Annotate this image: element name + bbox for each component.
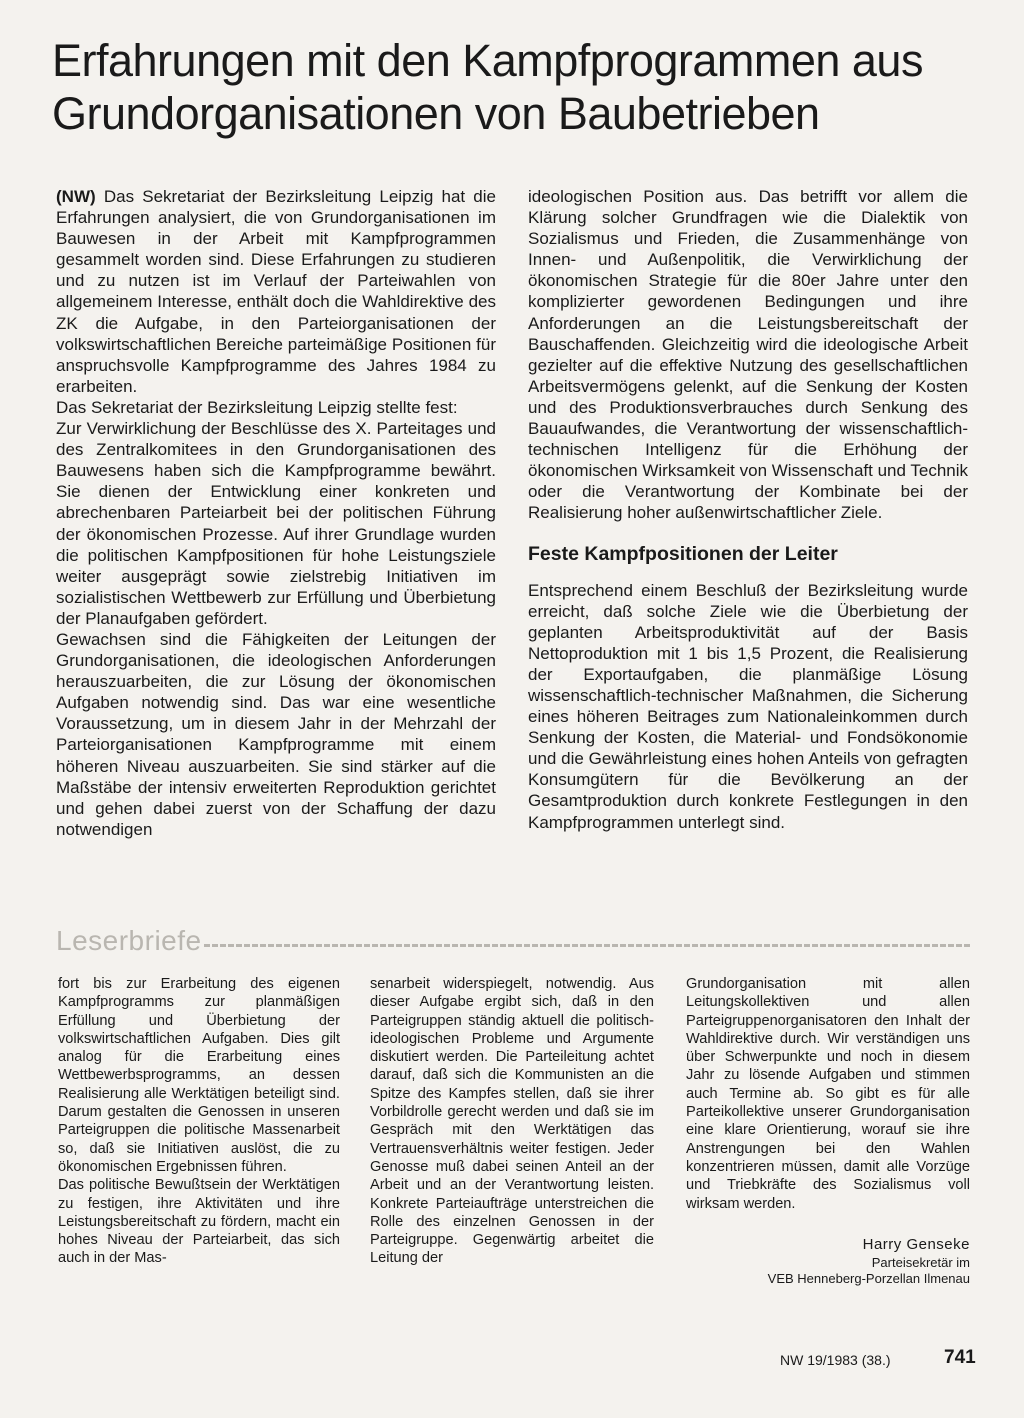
letter-paragraph: senarbeit widerspiegelt, notwendig. Aus dieser Aufgabe ergibt sich, daß in den Parteigruppen ständig aktuell die politisch-ideologischen Probleme und Argumente diskutiert werden. Die Parteileitung achtet darauf, daß sich die Kommunisten an die Spitze des Kampfes stellen, daß sie ihrer Vorbildrolle gerecht werden und daß sie im Gespräch mit den Werktätigen das Vertrauensverhältnis weiter festigen. Jeder Genosse muß dabei seinen Anteil an der Arbeit und an der Verantwortung leisten. Konkrete Parteiaufträge unterstreichen die Rolle des einzelnen Genossen in der Parteigruppe. Gegenwärtig arbeitet die Leitung der <box>370 976 654 1267</box>
letters-column-3 <box>686 975 970 1287</box>
article-paragraph: ideologischen Position aus. Das betrifft vor allem die Klärung solcher Grundfragen wie die Dialektik von Sozialismus und Frieden, die Zusammenhänge von Innen- und Außenpolitik, die Verwirklichung der ökonomischen Strategie für die 80er Jahre unter den komplizierter gewordenen Bedingungen und ihre Anforderungen an die Leistungsbereitschaft der Bauschaffenden. Gleichzeitig wird die ideologische Arbeit gezielter auf die effektive Nutzung des gesellschaftlichen Arbeitsvermögens gelenkt, auf die Senkung der Kosten und des Produktionsverbrauches durch Senkung des Bauaufwandes, die Verantwortung der wissenschaftlich-technischen Intelligenz für die Erhöhung der ökonomischen Wirksamkeit von Wissenschaft und Technik oder die Verantwortung der Kombinate bei der Realisierung hoher außenwirtschaftlicher Ziele. <box>528 187 968 523</box>
article-paragraph: Das Sekretariat der Bezirksleitung Leipzig stellte fest: <box>56 397 458 417</box>
letters-section-header <box>56 924 972 958</box>
article-column-right <box>528 186 968 833</box>
signature-name: Harry Genseke <box>862 1235 970 1253</box>
article-column-left <box>56 186 496 840</box>
letter-signature <box>686 1235 970 1287</box>
letters-column-1 <box>58 975 340 1268</box>
article-title: Erfahrungen mit den Kampfprogrammen aus Grundorganisationen von Baubetrieben <box>52 35 923 139</box>
article-paragraph: Zur Verwirklichung der Beschlüsse des X. Parteitages und des Zentralkomitees in den Grundorganisationen des Bauwesens haben sich die Kampfprogramme bewährt. Sie dienen der Entwicklung einer konkreten und abrechenbaren Parteiarbeit bei der politischen Führung der ökonomischen Prozesse. Auf ihrer Grundlage wurden die politischen Kampfpositionen für hohe Leistungsziele weiter ausgeprägt sowie zielstrebig Initiativen im sozialistischen Wettbewerb zur Erfüllung und Überbietung der Planaufgaben gefördert. <box>56 419 496 628</box>
signature-role: Parteisekretär im <box>871 1254 970 1270</box>
signature-organization: VEB Henneberg-Porzellan Ilmenau <box>767 1270 970 1286</box>
letters-section-label: Leserbriefe <box>56 925 202 956</box>
lead-tag: (NW) <box>56 187 96 206</box>
article-paragraph: Gewachsen sind die Fähigkeiten der Leitungen der Grundorganisationen, die ideologischen Anforderungen herauszuarbeiten, die zur Lösung der ökonomischen Aufgaben notwendig sind. Das war eine wesentliche Voraussetzung, um in diesem Jahr in der Mehrzahl der Parteiorganisationen Kampfprogramme mit einem höheren Niveau auszuarbeiten. Sie sind stärker auf die Maßstäbe der intensiv erweiterten Reproduktion gerichtet und gehen dabei zuerst von der Schaffung der dazu notwendigen <box>56 629 496 839</box>
letter-paragraph: Das politische Bewußtsein der Werktätigen zu festigen, ihre Aktivitäten und ihre Leistungsbereitschaft zu fördern, macht ein hohes Niveau der Parteiarbeit, das sich auch in der Mas- <box>58 1177 340 1267</box>
article-subheading: Feste Kampfpositionen der Leiter <box>528 542 838 565</box>
paragraph-text: Das Sekretariat der Bezirksleitung Leipzig hat die Erfahrungen analysiert, die von Grundorganisationen im Bauwesen in der Arbeit mit Kampfprogrammen gesammelt worden sind. Diese Erfahrungen zu studieren und zu nutzen ist im Verlauf der Parteiwahlen von allgemeinem Interesse, enthält doch die Wahldirektive des ZK die Aufgabe, in den Parteiorganisationen der volkswirtschaftlichen Bereiche parteimäßige Positionen für anspruchsvolle Kampfprogramme des Jahres 1984 zu erarbeiten. <box>56 187 496 396</box>
issue-reference: NW 19/1983 (38.) <box>780 1352 891 1368</box>
letter-paragraph: fort bis zur Erarbeitung des eigenen Kampfprogramms zur planmäßigen Erfüllung und Überbietung der volkswirtschaftlichen Aufgaben. Dies gilt analog für die Erarbeitung eines Wettbewerbsprogramms, an dessen Realisierung alle Werktätigen beteiligt sind. Darum gestalten die Genossen in unseren Parteigruppen die politische Massenarbeit so, daß sie Initiativen auslöst, die zu ökonomischen Ergebnissen führen. <box>58 976 340 1175</box>
article-paragraph: Entsprechend einem Beschluß der Bezirksleitung wurde erreicht, daß solche Ziele wie die Überbietung der geplanten Arbeitsproduktivität auf der Basis Nettoproduktion mit 1 bis 1,5 Prozent, die Realisierung der Exportaufgaben, die planmäßige Lösung wissenschaftlich-technischer Maßnahmen, die Sicherung eines höheren Beitrages zum Nationaleinkommen durch Senkung der Kosten, die Material- und Fondsökonomie und die Gewährleistung eines hohen Anteils von gefragten Konsumgütern für die Bevölkerung an der Gesamtproduktion durch konkrete Festlegungen in den Kampfprogrammen unterlegt sind. <box>528 580 968 832</box>
article-paragraph <box>56 186 496 397</box>
page-number: 741 <box>944 1347 976 1368</box>
section-divider <box>204 944 972 947</box>
letter-paragraph: Grundorganisation mit allen Leitungskollektiven und allen Parteigruppenorganisatoren den Inhalt der Wahldirektive durch. Wir verständigen uns über Schwerpunkte und noch in diesem Jahr zu lösende Aufgaben und stimmen auch Termine ab. So gibt es für alle Parteikollektive unserer Grundorganisation eine klare Orientierung, worauf sie ihre Anstrengungen bei den Wahlen konzentrieren müssen, damit alle Vorzüge und Triebkräfte des Sozialismus voll wirksam werden. <box>686 976 970 1212</box>
letters-column-2 <box>370 975 654 1268</box>
